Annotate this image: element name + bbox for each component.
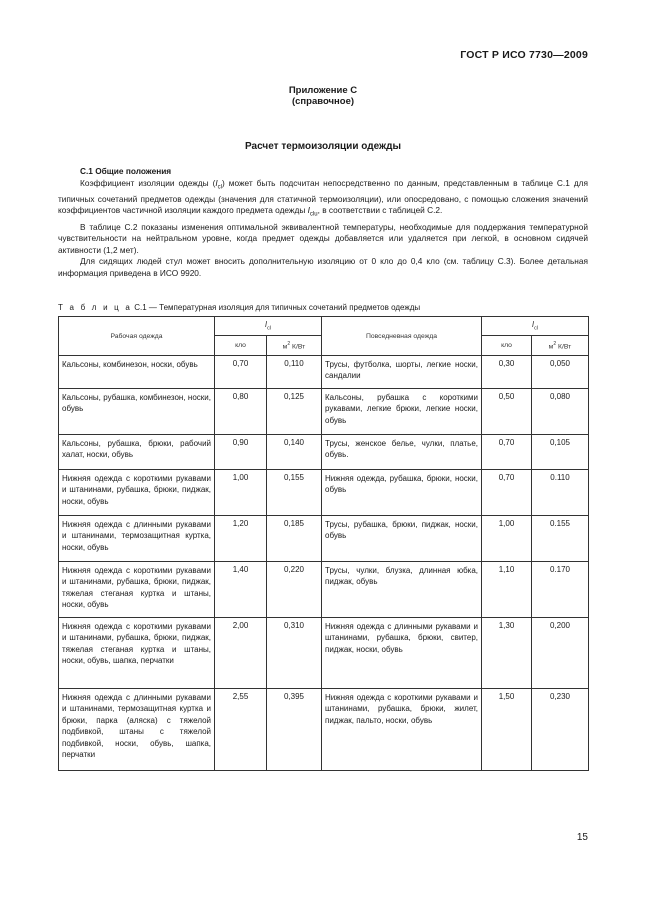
cell-work-si: 0,155: [267, 470, 322, 516]
cell-work-clo: 1,20: [215, 516, 267, 562]
table-row: [59, 516, 589, 562]
cell-work: Нижняя одежда с короткими рукавами и штанинами, рубашка, брюки, пиджак, носки, обувь: [59, 470, 215, 516]
cell-daily-clo: 1,30: [482, 618, 532, 689]
unit-si: [267, 336, 322, 356]
icl-subscript: cl: [534, 325, 539, 332]
unit-m: м: [282, 343, 288, 351]
unit-clo: кло: [215, 336, 267, 356]
cell-work-si: 0,125: [267, 389, 322, 435]
cell-daily: Нижняя одежда с короткими рукавами и штанинами, рубашка, брюки, жилет, пиджак, пальто, носки, обувь: [322, 689, 482, 771]
table-caption: [58, 303, 420, 312]
p1-symbol: I: [215, 177, 218, 188]
paragraph-2: В таблице С.2 показаны изменения оптимальной эквивалентной температуры, необходимые для поддержания температурной чувствительности на нейтральном уровне, когда предмет одежды добавляется или удаляется при легкой, в основном сидячей активности (1,2 мет).: [58, 221, 588, 255]
unit-kw: К/Вт: [556, 343, 572, 351]
header-icl-work: [215, 317, 322, 336]
header-daily: Повседневная одежда: [322, 317, 482, 356]
cell-daily-clo: 0,30: [482, 356, 532, 389]
unit-sup: 2: [287, 340, 291, 347]
cell-daily: Нижняя одежда с длинными рукавами и штанинами, рубашка, брюки, свитер, пиджак, носки, обувь: [322, 618, 482, 689]
body-text: [58, 166, 588, 280]
cell-daily-clo: 0,70: [482, 470, 532, 516]
cell-work-si: 0,310: [267, 618, 322, 689]
unit-si: [532, 336, 589, 356]
cell-daily: Трусы, футболка, шорты, легкие носки, сандалии: [322, 356, 482, 389]
cell-work-si: 0,185: [267, 516, 322, 562]
cell-daily-clo: 1,00: [482, 516, 532, 562]
cell-work-si: 0,140: [267, 435, 322, 470]
cell-daily-si: 0,080: [532, 389, 589, 435]
cell-work: Кальсоны, комбинезон, носки, обувь: [59, 356, 215, 389]
icl-symbol: I: [531, 320, 535, 330]
cell-work: Кальсоны, рубашка, комбинезон, носки, обувь: [59, 389, 215, 435]
cell-daily-si: 0.110: [532, 470, 589, 516]
table-row: [59, 435, 589, 470]
page-number: 15: [576, 832, 588, 843]
cell-work: Кальсоны, рубашка, брюки, рабочий халат, носки, обувь: [59, 435, 215, 470]
cell-work: Нижняя одежда с длинными рукавами и штанинами, термозащитная куртка, носки, обувь: [59, 516, 215, 562]
unit-sup: 2: [553, 340, 557, 347]
p1-text-b: ) может быть подсчитан непосредственно по данным, представленным в таблице С.1 для типичных сочетаний предметов одежды (значения для статичной термоизоляции), или опосредовано, с помощью сложения значений коэффициентов частичной изоляции каждого предмета одежды: [58, 177, 588, 216]
cell-work-clo: 0,70: [215, 356, 267, 389]
icl-subscript: cl: [267, 325, 272, 332]
table-row: [59, 562, 589, 618]
cell-daily: Нижняя одежда, рубашка, брюки, носки, обувь: [322, 470, 482, 516]
cell-work: Нижняя одежда с короткими рукавами и штанинами, рубашка, брюки, пиджак, тяжелая стеганая куртка и штаны, носки, обувь: [59, 562, 215, 618]
cell-work-clo: 1,00: [215, 470, 267, 516]
table-row: [59, 470, 589, 516]
cell-work-clo: 0,80: [215, 389, 267, 435]
table-row: [59, 389, 589, 435]
table-row: [59, 689, 589, 771]
table-header-row: [59, 317, 589, 336]
insulation-table: [58, 316, 589, 771]
cell-work-clo: 2,55: [215, 689, 267, 771]
paragraph-3: Для сидящих людей стул может вносить дополнительную изоляцию от 0 кло до 0,4 кло (см. таблицу С.3). Более детальная информация приведена в ИСО 9920.: [58, 256, 588, 279]
unit-clo: кло: [482, 336, 532, 356]
header-icl-daily: [482, 317, 589, 336]
p1-symbol-2: I: [307, 205, 310, 216]
table-row: [59, 356, 589, 389]
icl-symbol: I: [264, 320, 268, 330]
section-title: Расчет термоизоляции одежды: [245, 141, 401, 152]
standard-header: ГОСТ Р ИСО 7730—2009: [460, 49, 588, 61]
cell-daily-si: 0.155: [532, 516, 589, 562]
cell-daily-si: 0,200: [532, 618, 589, 689]
cell-work-si: 0,110: [267, 356, 322, 389]
p1-text-a: Коэффициент изоляции одежды (: [80, 177, 216, 188]
cell-daily: Трусы, женское белье, чулки, платье, обувь.: [322, 435, 482, 470]
cell-daily-clo: 1,50: [482, 689, 532, 771]
appendix-subtitle: (справочное): [291, 96, 355, 107]
cell-work: Нижняя одежда с короткими рукавами и штанинами, рубашка, брюки, пиджак, тяжелая стеганая куртка и штаны, носки, обувь, шапка, перчатки: [59, 618, 215, 689]
header-work: Рабочая одежда: [59, 317, 215, 356]
table-caption-label: Т а б л и ц а: [58, 303, 133, 312]
cell-daily-clo: 0,70: [482, 435, 532, 470]
cell-work-si: 0,220: [267, 562, 322, 618]
p1-subscript: cl: [217, 184, 222, 191]
cell-daily-clo: 0,50: [482, 389, 532, 435]
cell-daily-si: 0,105: [532, 435, 589, 470]
appendix-title: Приложение С: [288, 85, 358, 96]
paragraph-1: [58, 178, 588, 222]
table-row: [59, 618, 589, 689]
cell-daily: Трусы, рубашка, брюки, пиджак, носки, обувь: [322, 516, 482, 562]
table-caption-text: С.1 — Температурная изоляция для типичных сочетаний предметов одежды: [132, 303, 421, 312]
cell-work-clo: 1,40: [215, 562, 267, 618]
cell-daily-si: 0,050: [532, 356, 589, 389]
cell-daily-clo: 1,10: [482, 562, 532, 618]
unit-m: м: [548, 343, 554, 351]
cell-work-clo: 2,00: [215, 618, 267, 689]
cell-daily-si: 0,230: [532, 689, 589, 771]
cell-work: Нижняя одежда с длинными рукавами и штанинами, термозащитная куртка и брюки, парка (аляска) с тяжелой подбивкой, штаны с тяжелой подбивкой, носки, обувь, шапка, перчатки: [59, 689, 215, 771]
unit-kw: К/Вт: [290, 343, 306, 351]
p1-text-c: , в соответствии с таблицей С.2.: [317, 205, 443, 216]
p1-subscript-2: clu: [309, 212, 318, 219]
cell-daily: Кальсоны, рубашка с короткими рукавами, легкие брюки, легкие носки, обувь: [322, 389, 482, 435]
cell-daily: Трусы, чулки, блузка, длинная юбка, пиджак, обувь: [322, 562, 482, 618]
cell-work-si: 0,395: [267, 689, 322, 771]
cell-daily-si: 0.170: [532, 562, 589, 618]
cell-work-clo: 0,90: [215, 435, 267, 470]
subsection-heading: С.1 Общие положения: [80, 166, 172, 176]
